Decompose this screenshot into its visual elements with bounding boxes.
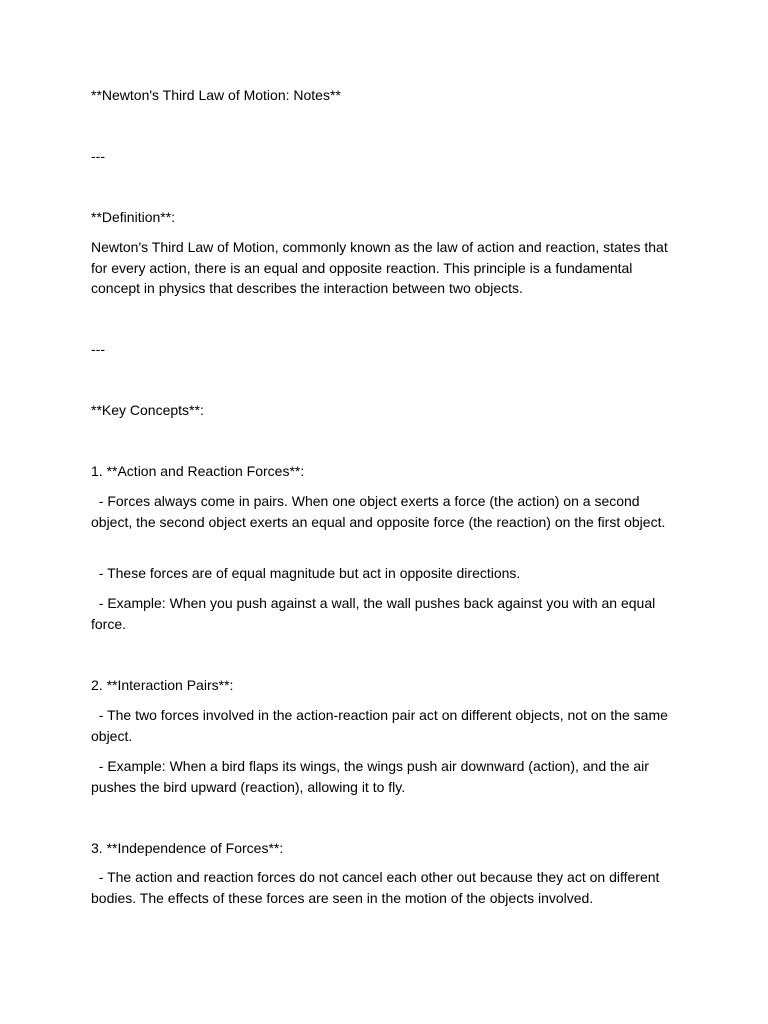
definition-heading: **Definition**: — [91, 209, 176, 225]
concept-bullet: - Forces always come in pairs. When one object exerts a force (the action) on a second object, the second object exerts an equal and opposite force (the reaction) on the first object. — [91, 493, 666, 530]
definition-paragraph: Newton's Third Law of Motion, commonly known as the law of action and reaction, states that for every action, there is an equal and opposite reaction. This principle is a fundamental concept in physics that describes the interaction between two objects. — [91, 239, 672, 296]
concept-bullet: - Example: When a bird flaps its wings, the wings push air downward (action), and the air pushes the bird upward (reaction), allowing it to fly. — [91, 758, 653, 795]
concept-bullet: - The action and reaction forces do not cancel each other out because they act on different bodies. The effects of these forces are seen in the motion of the objects involved. — [91, 869, 664, 906]
concept-bullet: - These forces are of equal magnitude but act in opposite directions. — [91, 565, 521, 581]
separator: --- — [91, 148, 105, 164]
concept-heading: 3. **Independence of Forces**: — [91, 840, 284, 856]
concept-heading: 1. **Action and Reaction Forces**: — [91, 463, 305, 479]
concept-bullet: - Example: When you push against a wall, the wall pushes back against you with an equal force. — [91, 595, 660, 632]
document-title: **Newton's Third Law of Motion: Notes** — [91, 87, 341, 103]
separator: --- — [91, 341, 105, 357]
concept-bullet: - The two forces involved in the action-reaction pair act on different objects, not on the same object. — [91, 707, 672, 744]
key-concepts-heading: **Key Concepts**: — [91, 402, 204, 418]
concept-heading: 2. **Interaction Pairs**: — [91, 677, 234, 693]
